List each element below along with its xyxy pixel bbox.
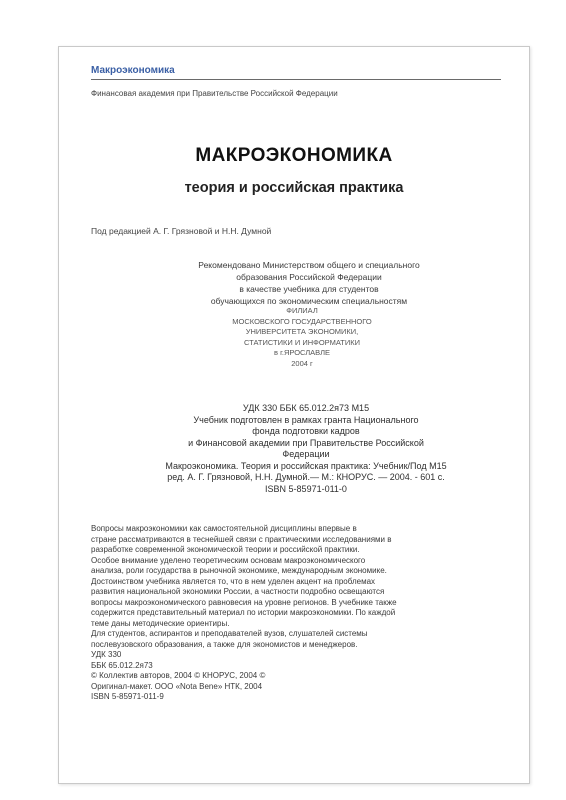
biblio-line: и Финансовой академии при Правительстве Российской xyxy=(188,437,424,448)
annotation-line: разработке современной экономической теории и российской практики. xyxy=(91,545,360,554)
biblio-line: Макроэкономика. Теория и российская практика: Учебник/Под М15 xyxy=(165,460,447,471)
annotation-line: Особое внимание уделено теоретическим основам макроэкономического xyxy=(91,555,366,565)
stamp-line: УНИВЕРСИТЕТА ЭКОНОМИКИ, xyxy=(245,327,359,336)
annotation-line: стране рассматриваются в теснейшей связи с практическими исследованиями в xyxy=(91,534,392,544)
stamp-line: 2004 г xyxy=(291,358,313,368)
library-stamp-block xyxy=(59,306,529,369)
institution-name: Финансовая академия при Правительстве Российской Федерации xyxy=(91,89,338,98)
stamp-line: в г.ЯРОСЛАВЛЕ xyxy=(274,348,330,357)
biblio-line: Учебник подготовлен в рамках гранта Национального xyxy=(193,414,419,425)
recommendation-line: в качестве учебника для студентов xyxy=(239,284,379,294)
editors-line: Под редакцией А. Г. Грязновой и Н.Н. Думной xyxy=(91,226,272,236)
annotation-line: содержится представительный материал по истории макроэкономики. По каждой xyxy=(91,608,396,617)
recommendation-block xyxy=(59,259,529,307)
annotation-line: вопросы макроэкономического равновесия на уровне регионов. В учебнике также xyxy=(91,597,397,607)
annotation-line: Достоинством учебника является то, что в нем уделен акцент на проблемах xyxy=(91,576,376,586)
header-divider xyxy=(91,79,501,80)
recommendation-line: обучающихся по экономическим специальностям xyxy=(210,296,408,306)
stamp-line: ФИЛИАЛ xyxy=(286,306,318,315)
annotation-line: ББК 65.012.2я73 xyxy=(91,660,153,670)
biblio-line: ISBN 5-85971-011-0 xyxy=(265,483,347,494)
annotation-line: послевузовского образования, а также для экономистов и менеджеров. xyxy=(91,639,358,649)
annotation-line: Для студентов, аспирантов и преподавателей вузов, слушателей системы xyxy=(91,629,368,638)
annotation-line: УДК 330 xyxy=(91,650,122,659)
stamp-line: СТАТИСТИКИ И ИНФОРМАТИКИ xyxy=(243,337,360,347)
annotation-line: ISBN 5-85971-011-9 xyxy=(91,692,164,701)
running-header-title: Макроэкономика xyxy=(91,65,175,76)
annotation-line: Вопросы макроэкономики как самостоятельной дисциплины впервые в xyxy=(91,524,357,533)
recommendation-line: образования Российской Федерации xyxy=(236,272,382,282)
biblio-line: Федерации xyxy=(282,449,330,459)
annotation-line: теме даны методические ориентиры. xyxy=(91,618,230,628)
document-page xyxy=(58,46,530,784)
biblio-line: УДК 330 ББК 65.012.2я73 М15 xyxy=(242,403,370,413)
book-subtitle: теория и российская практика xyxy=(184,180,404,196)
bibliographic-block xyxy=(59,403,529,495)
biblio-line: ред. А. Г. Грязновой, Н.Н. Думной.— М.: КНОРУС. — 2004. - 601 с. xyxy=(167,472,445,482)
annotation-line: анализа, роли государства в рыночной экономике, международным экономике. xyxy=(91,566,387,575)
stamp-line: МОСКОВСКОГО ГОСУДАРСТВЕННОГО xyxy=(232,316,372,326)
recommendation-line: Рекомендовано Министерством общего и специального xyxy=(198,260,420,270)
biblio-line: фонда подготовки кадров xyxy=(252,426,360,436)
annotation-text xyxy=(91,524,511,703)
book-title: МАКРОЭКОНОМИКА xyxy=(195,145,393,166)
annotation-line: Оригинал-макет. ООО «Nota Bene» НТК, 2004 xyxy=(91,681,263,691)
annotation-line: © Коллектив авторов, 2004 © КНОРУС, 2004 © xyxy=(91,671,266,680)
annotation-line: развития национальной экономики России, а частности подробно освещаются xyxy=(91,587,385,596)
